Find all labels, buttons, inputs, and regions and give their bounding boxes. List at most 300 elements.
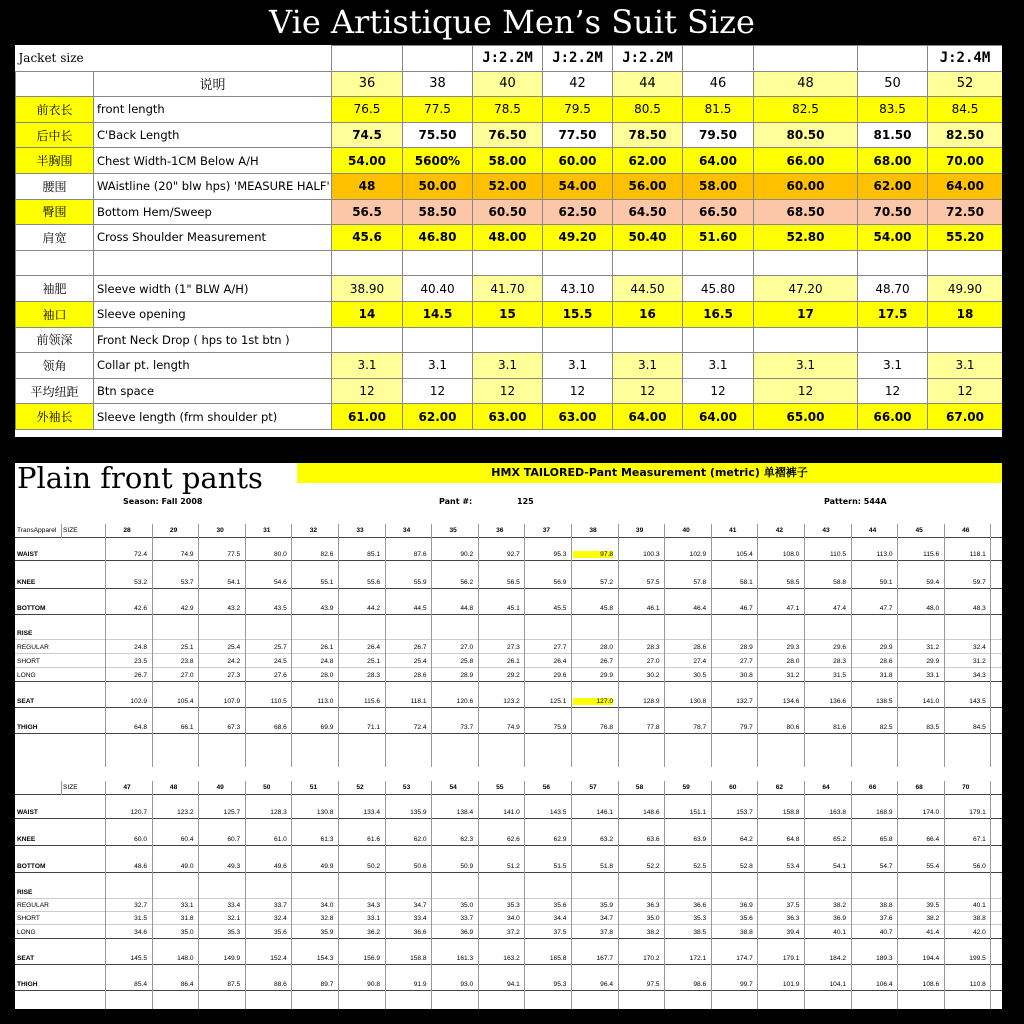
jacket-row-label-zh: 袖口	[16, 301, 94, 327]
jacket-value-cell: 50.40	[613, 225, 683, 251]
pants-value-cell: 128.3	[270, 809, 287, 816]
pants-value-cell: 28.9	[739, 644, 753, 651]
pants-size-cell: 45	[915, 527, 923, 534]
pants-value-cell: 199.5	[969, 955, 986, 962]
jacket-value-cell: 15	[473, 301, 543, 327]
pants-value-cell: 90.8	[367, 981, 380, 988]
pants-size-cell: 48	[169, 784, 178, 791]
pants-value-cell: 54.6	[273, 579, 287, 586]
jacket-value-cell: 67.00	[928, 404, 1003, 430]
grid-line	[105, 781, 106, 1009]
pants-value-cell: 71.1	[367, 724, 380, 731]
jacket-value-cell: 12	[928, 378, 1003, 404]
pants-value-cell: 31.2	[972, 658, 986, 665]
pants-value-cell: 39.4	[786, 929, 800, 936]
jacket-value-cell: 76.50	[473, 122, 543, 148]
pants-value-cell: 184.2	[829, 955, 846, 962]
pants-value-cell: 35.3	[693, 915, 707, 922]
pants-value-cell: 26.4	[553, 658, 567, 665]
pants-row-label: THIGH	[17, 724, 38, 731]
jacket-value-cell: 70.00	[928, 148, 1003, 174]
pants-row-rise	[15, 628, 1002, 640]
jacket-value-cell: 3.1	[928, 353, 1003, 379]
pants-value-cell: 48.0	[926, 605, 940, 612]
jacket-value-cell: 75.50	[403, 122, 473, 148]
jacket-value-cell: 63.00	[473, 404, 543, 430]
pants-value-cell: 84.5	[972, 724, 986, 731]
pants-value-cell: 65.2	[833, 836, 846, 843]
jacket-value-cell: 64.00	[683, 404, 754, 430]
jacket-value-cell: 3.1	[858, 353, 928, 379]
pants-value-cell: 34.4	[553, 915, 567, 922]
pants-value-cell: 110.5	[270, 698, 287, 705]
jacket-value-cell: 54.00	[332, 148, 403, 174]
pants-value-cell: 141.0	[922, 698, 940, 705]
jacket-value-cell: 55.20	[928, 225, 1003, 251]
pants-value-cell: 40.1	[972, 902, 986, 909]
pants-value-cell: 48.3	[972, 605, 986, 612]
jacket-value-cell	[473, 327, 543, 353]
pants-value-cell: 118.1	[969, 551, 986, 558]
pants-size-cell: 54	[449, 784, 457, 791]
pants-value-cell: 99.7	[739, 981, 753, 988]
pants-value-cell: 24.2	[227, 658, 241, 665]
jacket-row-label-zh: 平均纽距	[16, 378, 94, 404]
jacket-header-blank	[16, 71, 94, 97]
jacket-row-label-zh: 肩宽	[16, 225, 94, 251]
pants-value-cell: 54.7	[879, 863, 893, 870]
jacket-value-cell: 12	[473, 378, 543, 404]
pants-row-knee	[15, 577, 1002, 589]
jacket-value-cell: 38.90	[332, 276, 403, 302]
pants-value-cell: 37.5	[786, 902, 800, 909]
pants-value-cell: 31.8	[180, 915, 194, 922]
pants-value-cell: 25.1	[367, 658, 380, 665]
pants-value-cell: 143.5	[549, 809, 567, 816]
size-label: SIZE	[63, 527, 78, 534]
pants-value-cell: 106.4	[876, 981, 893, 988]
page-title: Vie Artistique Men’s Suit Size	[269, 3, 755, 41]
pants-size-cell: 33	[356, 527, 364, 534]
jacket-value-cell	[858, 327, 928, 353]
pants-value-cell: 46.7	[739, 605, 753, 612]
pants-value-cell: 29.9	[926, 658, 940, 665]
pants-value-cell: 38.8	[879, 902, 893, 909]
pants-value-cell: 59.4	[926, 579, 940, 586]
pants-value-cell: 43.9	[320, 605, 334, 612]
pants-value-cell: 55.4	[926, 863, 940, 870]
pants-value-cell: 110.5	[829, 551, 846, 558]
jacket-section-title: Jacket size	[16, 46, 332, 72]
pants-value-cell: 52.8	[739, 863, 753, 870]
pants-value-cell: 33.7	[273, 902, 287, 909]
jacket-value-cell	[543, 250, 613, 276]
jacket-value-cell: 60.00	[543, 148, 613, 174]
pants-value-cell: 38.8	[739, 929, 753, 936]
pants-section-title: Plain front pants	[17, 463, 263, 495]
jacket-value-cell: 52.80	[754, 225, 858, 251]
pants-value-cell: 46.1	[646, 605, 660, 612]
pants-value-cell: 36.6	[413, 929, 427, 936]
pants-value-cell: 87.5	[227, 981, 241, 988]
pants-value-cell: 35.6	[739, 915, 753, 922]
pants-value-cell: 108.6	[922, 981, 940, 988]
pants-value-cell: 28.0	[320, 672, 334, 679]
jacket-value-cell: 66.50	[683, 199, 754, 225]
jacket-value-cell: 41.70	[473, 276, 543, 302]
pants-row-bottom	[15, 603, 1002, 615]
pants-value-cell: 68.6	[273, 724, 287, 731]
jacket-value-cell: 48.70	[858, 276, 928, 302]
jacket-value-cell: 58.50	[403, 199, 473, 225]
pants-size-cell: 32	[309, 527, 318, 534]
pants-value-cell: 34.6	[134, 929, 147, 936]
pants-value-cell: 101.9	[782, 981, 800, 988]
pants-value-cell: 97.5	[646, 981, 660, 988]
pants-value-cell: 24.8	[134, 644, 147, 651]
jacket-value-cell: 48.00	[473, 225, 543, 251]
grid-line	[711, 781, 712, 1009]
pants-size-cell: 56	[542, 784, 551, 791]
pants-value-cell: 59.7	[972, 579, 986, 586]
jacket-value-cell: 65.00	[754, 404, 858, 430]
pants-size-cell: 40	[682, 527, 690, 534]
pants-value-cell: 32.8	[320, 915, 334, 922]
pants-value-cell: 82.5	[879, 724, 893, 731]
jacket-value-cell: 58.00	[683, 173, 754, 199]
pants-value-cell: 69.9	[320, 724, 334, 731]
pants-value-cell: 26.7	[134, 672, 147, 679]
jacket-value-cell: 56.00	[613, 173, 683, 199]
jacket-value-cell: 78.5	[473, 97, 543, 123]
jacket-value-cell: 3.1	[683, 353, 754, 379]
pants-size-chart	[15, 463, 1002, 1009]
jacket-value-cell: 64.50	[613, 199, 683, 225]
jacket-value-cell: 52.00	[473, 173, 543, 199]
jacket-header-desc: 说明	[94, 71, 332, 97]
pants-row-regular	[15, 642, 1002, 654]
pants-value-cell: 30.5	[693, 672, 707, 679]
season-label: Season: Fall 2008	[123, 497, 203, 506]
pants-row-label: LONG	[17, 929, 36, 936]
pants-value-cell: 57.2	[600, 579, 613, 586]
jacket-row-label-en: Bottom Hem/Sweep	[94, 199, 332, 225]
jacket-size-header: 42	[543, 71, 613, 97]
pants-value-cell: 87.6	[413, 551, 427, 558]
grid-line	[245, 524, 246, 767]
pants-value-cell: 35.0	[180, 929, 194, 936]
pants-value-cell: 46.4	[693, 605, 707, 612]
grid-line	[804, 524, 805, 767]
pants-value-cell: 23.8	[180, 658, 194, 665]
pants-value-cell: 149.9	[223, 955, 241, 962]
pants-row-label: BOTTOM	[17, 863, 46, 870]
grid-line	[61, 781, 62, 795]
pants-size-cell: 36	[496, 527, 504, 534]
pants-value-cell: 91.9	[413, 981, 427, 988]
pants-value-cell: 45.8	[600, 605, 613, 612]
pants-value-cell: 146.1	[596, 809, 613, 816]
grid-line	[571, 524, 572, 767]
pants-value-cell: 62.9	[553, 836, 567, 843]
pants-value-cell: 33.4	[413, 915, 427, 922]
pants-value-cell: 27.0	[460, 644, 474, 651]
pants-row-rise	[15, 887, 1002, 899]
pants-value-cell: 36.3	[646, 902, 660, 909]
pants-value-cell: 156.9	[363, 955, 380, 962]
pants-value-cell: 168.9	[876, 809, 893, 816]
pants-value-cell: 98.6	[693, 981, 707, 988]
jacket-value-cell	[754, 327, 858, 353]
jacket-value-cell: 12	[858, 378, 928, 404]
pants-size-cell: 41	[729, 527, 737, 534]
jacket-value-cell: 3.1	[403, 353, 473, 379]
pants-value-cell: 85.4	[134, 981, 147, 988]
pants-value-cell: 27.4	[693, 658, 707, 665]
pants-value-cell: 56.5	[506, 579, 520, 586]
pants-value-cell: 161.3	[456, 955, 474, 962]
pants-value-cell: 104.1	[829, 981, 846, 988]
pants-value-cell: 35.9	[600, 902, 613, 909]
pants-value-cell: 189.3	[876, 955, 893, 962]
pants-value-cell: 115.6	[923, 551, 940, 558]
jacket-value-cell: 81.5	[683, 97, 754, 123]
pants-value-cell: 136.6	[829, 698, 846, 705]
jacket-value-cell: 64.00	[928, 173, 1003, 199]
jacket-value-cell: 60.50	[473, 199, 543, 225]
jacket-value-cell: 17.5	[858, 301, 928, 327]
jacket-value-cell: 79.50	[683, 122, 754, 148]
grid-line	[245, 781, 246, 1009]
jacket-row-label-en: front length	[94, 97, 332, 123]
pants-size-cell: 51	[309, 784, 318, 791]
jacket-row-label-zh: 后中长	[16, 122, 94, 148]
grid-line	[105, 524, 106, 767]
pants-row-knee	[15, 834, 1002, 846]
pants-value-cell: 77.5	[227, 551, 241, 558]
jacket-row-label-zh: 前衣长	[16, 97, 94, 123]
pants-value-cell: 39.5	[926, 902, 940, 909]
jacket-value-cell: 17	[754, 301, 858, 327]
pants-size-cell: 62	[775, 784, 784, 791]
pants-value-cell: 127.0	[573, 698, 613, 705]
pants-value-cell: 50.6	[413, 863, 427, 870]
pants-value-cell: 60.0	[134, 836, 147, 843]
pants-value-cell: 113.0	[317, 698, 334, 705]
pants-size-cell: 47	[123, 784, 131, 791]
pants-value-cell: 25.1	[180, 644, 194, 651]
jacket-value-cell: 62.50	[543, 199, 613, 225]
jacket-value-cell: 43.10	[543, 276, 613, 302]
pants-value-cell: 138.4	[456, 809, 474, 816]
pants-value-cell: 51.5	[553, 863, 567, 870]
pants-value-cell: 47.4	[833, 605, 846, 612]
jacket-value-cell: 62.00	[403, 404, 473, 430]
pants-value-cell: 38.5	[693, 929, 707, 936]
jacket-row-label-en: Sleeve length (frm shoulder pt)	[94, 404, 332, 430]
pants-value-cell: 31.2	[786, 672, 800, 679]
pants-value-cell: 35.9	[320, 929, 334, 936]
pants-value-cell: 28.3	[833, 658, 846, 665]
jacket-value-cell	[928, 250, 1003, 276]
pants-value-cell: 105.4	[177, 698, 194, 705]
pants-size-cell: 49	[216, 784, 224, 791]
pants-value-cell: 77.8	[646, 724, 660, 731]
pants-size-cell: 64	[822, 784, 830, 791]
pants-value-cell: 135.9	[410, 809, 427, 816]
jacket-value-cell: 54.00	[543, 173, 613, 199]
pants-value-cell: 132.7	[736, 698, 753, 705]
pants-value-cell: 44.5	[413, 605, 427, 612]
pants-size-cell: 60	[729, 784, 737, 791]
pants-value-cell: 31.5	[833, 672, 846, 679]
jacket-code-cell: J:2.2M	[613, 46, 683, 72]
grid-line	[385, 781, 386, 1009]
grid-line	[152, 781, 153, 1009]
pants-value-cell: 32.4	[972, 644, 986, 651]
pants-value-cell: 51.8	[600, 863, 613, 870]
pants-size-cell: 58	[635, 784, 644, 791]
pants-value-cell: 88.6	[273, 981, 287, 988]
pants-value-cell: 95.3	[553, 981, 567, 988]
pants-value-cell: 179.1	[782, 955, 800, 962]
pants-value-cell: 36.6	[693, 902, 707, 909]
pants-value-cell: 130.8	[689, 698, 707, 705]
pants-value-cell: 29.9	[879, 644, 893, 651]
jacket-value-cell: 62.00	[858, 173, 928, 199]
jacket-value-cell	[403, 327, 473, 353]
jacket-row-label-en: Sleeve width (1" BLW A/H)	[94, 276, 332, 302]
pants-size-cell: 70	[962, 784, 970, 791]
pants-value-cell: 43.2	[227, 605, 241, 612]
pants-value-cell: 38.8	[972, 915, 986, 922]
pants-value-cell: 29.2	[506, 672, 520, 679]
pants-row-label: SEAT	[17, 698, 35, 705]
pants-size-cell: 53	[402, 784, 411, 791]
pants-value-cell: 42.9	[180, 605, 194, 612]
jacket-value-cell: 44.50	[613, 276, 683, 302]
pants-value-cell: 145.5	[130, 955, 147, 962]
pants-value-cell: 64.8	[786, 836, 800, 843]
pants-value-cell: 58.1	[739, 579, 753, 586]
jacket-value-cell: 14.5	[403, 301, 473, 327]
grid-line	[944, 781, 945, 1009]
pants-value-cell: 52.5	[693, 863, 707, 870]
pants-value-cell: 54.1	[833, 863, 846, 870]
pants-value-cell: 52.2	[646, 863, 660, 870]
pants-value-cell: 27.0	[180, 672, 194, 679]
pants-value-cell: 64.2	[739, 836, 753, 843]
jacket-size-header: 40	[473, 71, 543, 97]
pants-value-cell: 92.7	[506, 551, 520, 558]
pants-value-cell: 83.5	[926, 724, 940, 731]
pants-size-cell: 28	[123, 527, 131, 534]
pants-row-long	[15, 927, 1002, 939]
pants-value-cell: 43.5	[273, 605, 287, 612]
jacket-value-cell	[613, 327, 683, 353]
jacket-value-cell: 18	[928, 301, 1003, 327]
pants-value-cell: 33.4	[227, 902, 241, 909]
pants-row-label: KNEE	[17, 836, 36, 843]
pants-value-cell: 110.8	[969, 981, 986, 988]
pants-value-cell: 55.1	[320, 579, 334, 586]
brand-label: TransApparel	[17, 527, 57, 534]
pants-value-cell: 35.0	[646, 915, 660, 922]
jacket-value-cell: 74.5	[332, 122, 403, 148]
pants-value-cell: 50.9	[460, 863, 474, 870]
jacket-value-cell: 14	[332, 301, 403, 327]
jacket-value-cell: 46.80	[403, 225, 473, 251]
pants-value-cell: 26.7	[600, 658, 613, 665]
pants-value-cell: 28.0	[786, 658, 800, 665]
pants-table-2	[15, 776, 1002, 1009]
grid-line	[618, 781, 619, 1009]
pants-value-cell: 93.0	[460, 981, 474, 988]
pants-value-cell: 125.7	[223, 809, 241, 816]
grid-line	[851, 781, 852, 1009]
grid-line	[851, 524, 852, 767]
pants-value-cell: 33.1	[926, 672, 940, 679]
pants-value-cell: 25.8	[460, 658, 474, 665]
pants-value-cell: 86.4	[180, 981, 194, 988]
pants-value-cell: 148.6	[643, 809, 660, 816]
pants-value-cell: 96.4	[600, 981, 613, 988]
pants-value-cell: 32.1	[227, 915, 241, 922]
jacket-row-label-en: WAistline (20" blw hps) 'MEASURE HALF'	[94, 173, 332, 199]
pants-row-label: THIGH	[17, 981, 38, 988]
jacket-value-cell: 47.20	[754, 276, 858, 302]
pants-value-cell: 23.5	[134, 658, 147, 665]
pants-row-label: REGULAR	[17, 644, 49, 651]
pants-size-header-row	[15, 781, 1002, 795]
pants-value-cell: 60.4	[180, 836, 194, 843]
grid-line	[897, 524, 898, 767]
grid-line	[524, 781, 525, 1009]
pants-size-cell: 31	[263, 527, 271, 534]
pants-value-cell: 67.3	[227, 724, 241, 731]
pants-value-cell: 26.1	[506, 658, 520, 665]
pants-value-cell: 34.7	[413, 902, 427, 909]
pants-value-cell: 33.1	[367, 915, 380, 922]
grid-line	[664, 781, 665, 1009]
pants-value-cell: 123.2	[503, 698, 520, 705]
pants-value-cell: 36.3	[786, 915, 800, 922]
pants-value-cell: 85.1	[367, 551, 380, 558]
pant-number-label: Pant #:	[439, 497, 473, 506]
pants-value-cell: 24.5	[273, 658, 287, 665]
jacket-code-cell	[683, 46, 754, 72]
pants-value-cell: 33.7	[460, 915, 474, 922]
pants-size-cell: 46	[962, 527, 970, 534]
grid-line	[804, 781, 805, 1009]
jacket-value-cell: 51.60	[683, 225, 754, 251]
pants-row-long	[15, 670, 1002, 682]
pants-value-cell: 60.7	[227, 836, 241, 843]
jacket-value-cell: 63.00	[543, 404, 613, 430]
grid-line	[478, 524, 479, 767]
pants-value-cell: 35.6	[553, 902, 567, 909]
jacket-value-cell: 80.5	[613, 97, 683, 123]
pants-value-cell: 28.6	[879, 658, 893, 665]
pants-value-cell: 47.7	[879, 605, 893, 612]
pants-value-cell: 158.8	[410, 955, 427, 962]
pants-value-cell: 28.9	[460, 672, 474, 679]
pants-value-cell: 163.8	[829, 809, 846, 816]
pants-size-cell: 29	[169, 527, 178, 534]
pants-value-cell: 107.9	[223, 698, 241, 705]
pants-value-cell: 53.4	[786, 863, 800, 870]
jacket-value-cell: 45.80	[683, 276, 754, 302]
